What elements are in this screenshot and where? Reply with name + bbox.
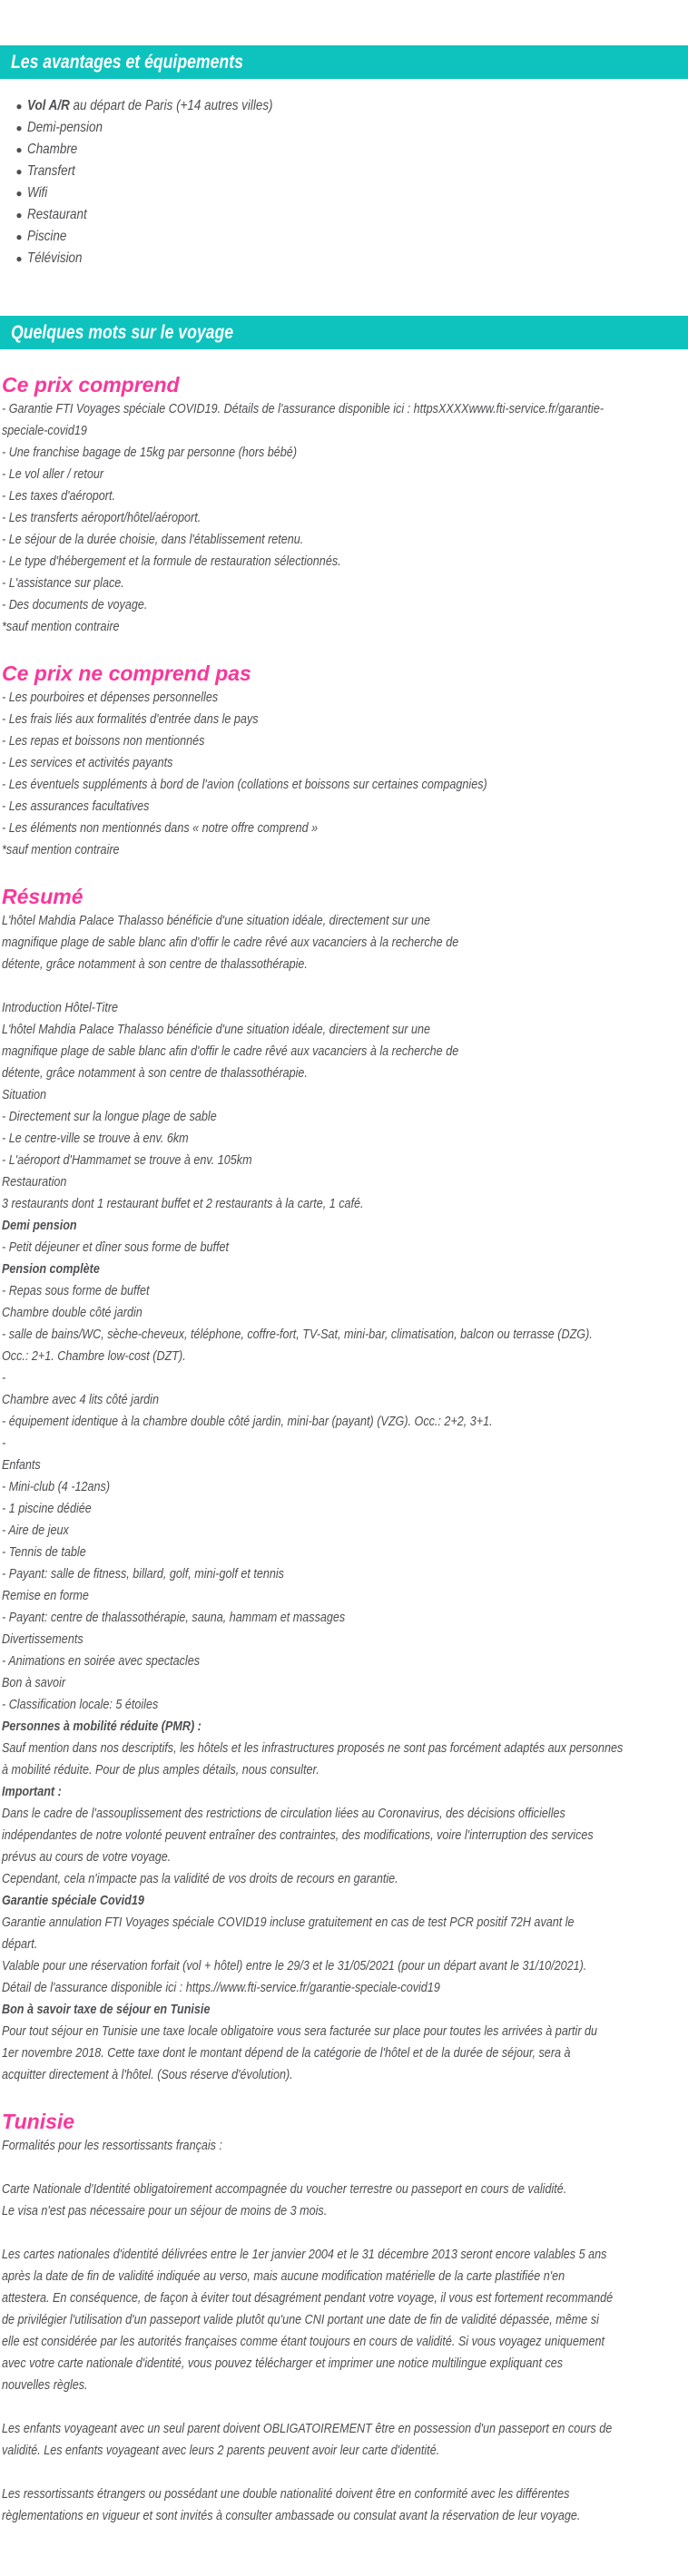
text-line: Enfants bbox=[2, 1457, 41, 1473]
amenity-item bbox=[2, 95, 688, 117]
text-line: - Petit déjeuner et dîner sous forme de buffet bbox=[2, 1239, 230, 1255]
bullet-icon: ● bbox=[15, 252, 23, 265]
text-line bbox=[2, 2157, 578, 2179]
text-line: - Les taxes d'aéroport. bbox=[2, 488, 115, 504]
text-line: Chambre double côté jardin bbox=[2, 1305, 143, 1320]
text-line: - Classification locale: 5 étoiles bbox=[2, 1697, 159, 1712]
text-line: Valable pour une réservation forfait (vol + hôtel) entre le 29/3 et le 31/05/2021 (pour un départ avant le 31/10/2021). bbox=[2, 1958, 587, 1974]
text-line: - Les transferts aéroport/hôtel/aéroport. bbox=[2, 510, 201, 525]
text-line bbox=[2, 2222, 578, 2244]
amenities-list bbox=[0, 95, 688, 269]
text-line: *sauf mention contraire bbox=[2, 619, 120, 634]
text-line: Divertissements bbox=[2, 1631, 84, 1647]
bullet-icon: ● bbox=[15, 230, 23, 243]
text-line: - Les éléments non mentionnés dans « notre offre comprend » bbox=[2, 820, 319, 836]
text-line: Les enfants voyageant avec un seul parent doivent OBLIGATOIREMENT être en possession d'un passeport en cours de bbox=[2, 2421, 613, 2436]
text-line: détente, grâce notamment à son centre de thalassothérapie. bbox=[2, 956, 308, 972]
text-line: - Les repas et boissons non mentionnés bbox=[2, 733, 205, 749]
amenity-item bbox=[2, 204, 688, 226]
amenity-label: Demi-pension bbox=[27, 120, 103, 135]
text-line: Important : bbox=[2, 1784, 62, 1799]
text-line: acquitter directement à l'hôtel. (Sous réserve d'évolution). bbox=[2, 2067, 293, 2082]
text-line: à mobilité réduite. Pour de plus amples détails, nous consulter. bbox=[2, 1762, 319, 1778]
text-line: L'hôtel Mahdia Palace Thalasso bénéficie d'une situation idéale, directement sur une bbox=[2, 1022, 431, 1037]
text-line: - équipement identique à la chambre double côté jardin, mini-bar (payant) (VZG). Occ.: 2+2, 3+1. bbox=[2, 1414, 493, 1429]
text-line: Les ressortissants étrangers ou possédant une double nationalité doivent être en conformité avec les différentes bbox=[2, 2486, 570, 2502]
amenity-label: Wifi bbox=[27, 185, 48, 201]
page bbox=[0, 45, 688, 2527]
text-line: Situation bbox=[2, 1087, 47, 1102]
text-line: - L'aéroport d'Hammamet se trouve à env. 105km bbox=[2, 1152, 252, 1168]
text-line: 1er novembre 2018. Cette taxe dont le montant dépend de la catégorie de l'hôtel et de la durée de séjour, sera à bbox=[2, 2045, 571, 2061]
text-line: indépendantes de notre volonté peuvent entraîner des contraintes, des modifications, voire l'interruption des services bbox=[2, 1827, 594, 1843]
text-line: - Les frais liés aux formalités d'entrée dans le pays bbox=[2, 711, 259, 727]
text-line: - Le séjour de la durée choisie, dans l'établissement retenu. bbox=[2, 532, 304, 547]
text-line: - 1 piscine dédiée bbox=[2, 1501, 92, 1516]
text-line: Bon à savoir taxe de séjour en Tunisie bbox=[2, 2002, 211, 2017]
banner-title: Quelques mots sur le voyage bbox=[11, 322, 234, 343]
text-line: - Payant: salle de fitness, billard, golf, mini-golf et tennis bbox=[2, 1566, 284, 1582]
amenity-item bbox=[2, 117, 688, 139]
bullet-icon: ● bbox=[15, 122, 23, 134]
text-line: Garantie spéciale Covid19 bbox=[2, 1893, 144, 1908]
text-line: départ. bbox=[2, 1936, 38, 1952]
bullet-icon: ● bbox=[15, 100, 23, 113]
text-line: - Animations en soirée avec spectacles bbox=[2, 1653, 201, 1669]
amenity-item bbox=[2, 139, 688, 161]
text-line: - Aire de jeux bbox=[2, 1523, 69, 1538]
text-line: de privilégier l'utilisation d'un passeport valide plutôt qu'une CNI portant une date de fin de validité dépassée, même si bbox=[2, 2312, 599, 2327]
bullet-icon: ● bbox=[15, 143, 23, 156]
text-line: avec votre carte nationale d'identité, vous pouvez télécharger et imprimer une notice multilingue expliquant ces bbox=[2, 2356, 564, 2371]
text-line: nouvelles règles. bbox=[2, 2377, 88, 2393]
text-line: validité. Les enfants voyageant avec leurs 2 parents peuvent avoir leur carte d'identité. bbox=[2, 2443, 440, 2458]
text-line: *sauf mention contraire bbox=[2, 842, 120, 857]
text-line: - Une franchise bagage de 15kg par personne (hors bébé) bbox=[2, 445, 298, 460]
text-line: - Payant: centre de thalassothérapie, sauna, hammam et massages bbox=[2, 1610, 346, 1625]
amenity-item bbox=[2, 248, 688, 269]
text-line: - Tennis de table bbox=[2, 1544, 86, 1560]
text-line: prévus au cours de votre voyage. bbox=[2, 1849, 172, 1865]
banner-title: Les avantages et équipements bbox=[11, 52, 243, 73]
amenity-label: Vol A/R au départ de Paris (+14 autres villes) bbox=[27, 98, 273, 113]
text-line: speciale-covid19 bbox=[2, 423, 87, 438]
amenity-label: Restaurant bbox=[27, 207, 87, 222]
text-line: - salle de bains/WC, sèche-cheveux, téléphone, coffre-fort, TV-Sat, mini-bar, climatisation, balcon ou terrasse (DZG). bbox=[2, 1327, 593, 1342]
section-heading: Résumé bbox=[2, 885, 84, 908]
amenity-item bbox=[2, 161, 688, 182]
text-line: Bon à savoir bbox=[2, 1675, 66, 1690]
text-line: détente, grâce notamment à son centre de thalassothérapie. bbox=[2, 1065, 308, 1081]
amenity-label: Chambre bbox=[27, 142, 78, 157]
section-heading: Tunisie bbox=[2, 2110, 75, 2133]
text-line bbox=[2, 2462, 578, 2483]
text-line: Remise en forme bbox=[2, 1588, 89, 1603]
section-heading: Ce prix comprend bbox=[2, 373, 180, 397]
text-line: Pension complète bbox=[2, 1261, 100, 1277]
text-line: Les cartes nationales d'identité délivrées entre le 1er janvier 2004 et le 31 décembre 2013 seront encore valables 5 ans bbox=[2, 2247, 607, 2262]
text-line bbox=[2, 975, 578, 997]
text-line: Introduction Hôtel-Titre bbox=[2, 1000, 119, 1015]
text-line: Occ.: 2+1. Chambre low-cost (DZT). bbox=[2, 1348, 186, 1364]
text-line: - Le centre-ville se trouve à env. 6km bbox=[2, 1131, 189, 1146]
text-line: - Garantie FTI Voyages spéciale COVID19. Détails de l'assurance disponible ici : httpsXXXXwww.fti-service.fr/garantie- bbox=[2, 401, 604, 416]
text-line: L'hôtel Mahdia Palace Thalasso bénéficie d'une situation idéale, directement sur une bbox=[2, 913, 431, 928]
bullet-icon: ● bbox=[15, 165, 23, 178]
trip-description bbox=[0, 371, 688, 2527]
amenity-label: Piscine bbox=[27, 229, 67, 244]
text-line: - Les éventuels suppléments à bord de l'avion (collations et boissons sur certaines compagnies) bbox=[2, 777, 487, 792]
text-line bbox=[2, 2396, 578, 2418]
text-line: - bbox=[2, 1370, 6, 1386]
text-line: Carte Nationale d'Identité obligatoirement accompagnée du voucher terrestre ou passeport en cours de validité. bbox=[2, 2181, 567, 2197]
text-line: Le visa n'est pas nécessaire pour un séjour de moins de 3 mois. bbox=[2, 2203, 328, 2218]
text-line: - L'assistance sur place. bbox=[2, 575, 124, 591]
text-line: Dans le cadre de l'assouplissement des restrictions de circulation liées au Coronavirus, des décisions officielles bbox=[2, 1806, 565, 1821]
text-line: - Les assurances facultatives bbox=[2, 798, 150, 814]
amenity-label: Transfert bbox=[27, 163, 75, 179]
text-line: Demi pension bbox=[2, 1218, 77, 1233]
amenity-label: Télévision bbox=[27, 250, 83, 266]
text-line: - bbox=[2, 1435, 6, 1451]
bullet-icon: ● bbox=[15, 209, 23, 221]
amenity-item bbox=[2, 226, 688, 248]
text-line: - Les services et activités payants bbox=[2, 755, 173, 770]
text-line: - Repas sous forme de buffet bbox=[2, 1283, 150, 1298]
text-line: - Des documents de voyage. bbox=[2, 597, 148, 612]
text-line: règlementations en vigueur et sont invités à consulter ambassade ou consulat avant la réservation de leur voyage. bbox=[2, 2508, 581, 2523]
text-line: - Directement sur la longue plage de sable bbox=[2, 1109, 217, 1124]
text-line: 3 restaurants dont 1 restaurant buffet et 2 restaurants à la carte, 1 café. bbox=[2, 1196, 364, 1211]
text-line: magnifique plage de sable blanc afin d'offir le cadre rêvé aux vacanciers à la recherche de bbox=[2, 935, 459, 950]
text-line: Cependant, cela n'impacte pas la validité de vos droits de recours en garantie. bbox=[2, 1871, 398, 1886]
bullet-icon: ● bbox=[15, 187, 23, 200]
text-line: Chambre avec 4 lits côté jardin bbox=[2, 1392, 159, 1407]
text-line: - Les pourboires et dépenses personnelles bbox=[2, 690, 219, 705]
text-line: - Le vol aller / retour bbox=[2, 466, 104, 482]
section-banner-about bbox=[0, 316, 688, 349]
text-line: - Le type d'hébergement et la formule de restauration sélectionnés. bbox=[2, 553, 341, 569]
text-line: Pour tout séjour en Tunisie une taxe locale obligatoire vous sera facturée sur place pour toutes les arrivées à partir du bbox=[2, 2023, 598, 2039]
amenity-item bbox=[2, 182, 688, 204]
section-banner-advantages bbox=[0, 45, 688, 79]
text-line: Sauf mention dans nos descriptifs, les hôtels et les infrastructures proposés ne sont pas forcément adaptés aux personnes bbox=[2, 1740, 624, 1756]
section-heading: Ce prix ne comprend pas bbox=[2, 661, 251, 685]
text-line: après la date de fin de validité indiquée au verso, mais aucune modification matérielle de la carte plastifiée n'en bbox=[2, 2268, 565, 2284]
text-line: magnifique plage de sable blanc afin d'offir le cadre rêvé aux vacanciers à la recherche de bbox=[2, 1043, 459, 1059]
text-line: Restauration bbox=[2, 1174, 67, 1190]
text-line: elle est considérée par les autorités françaises comme étant toujours en cours de validité. Si vous voyagez uniquement bbox=[2, 2334, 604, 2349]
text-line: Formalités pour les ressortissants français : bbox=[2, 2138, 222, 2153]
text-line: Détail de l'assurance disponible ici : https.//www.fti-service.fr/garantie-speciale-covid19 bbox=[2, 1980, 440, 1995]
text-line: Personnes à mobilité réduite (PMR) : bbox=[2, 1719, 201, 1734]
text-line: attestera. En conséquence, de façon à éviter tout désagrément pendant votre voyage, il vous est fortement recommandé bbox=[2, 2290, 614, 2306]
text-line: - Mini-club (4 -12ans) bbox=[2, 1479, 111, 1494]
text-line: Garantie annulation FTI Voyages spéciale COVID19 incluse gratuitement en cas de test PCR positif 72H avant le bbox=[2, 1915, 575, 1930]
